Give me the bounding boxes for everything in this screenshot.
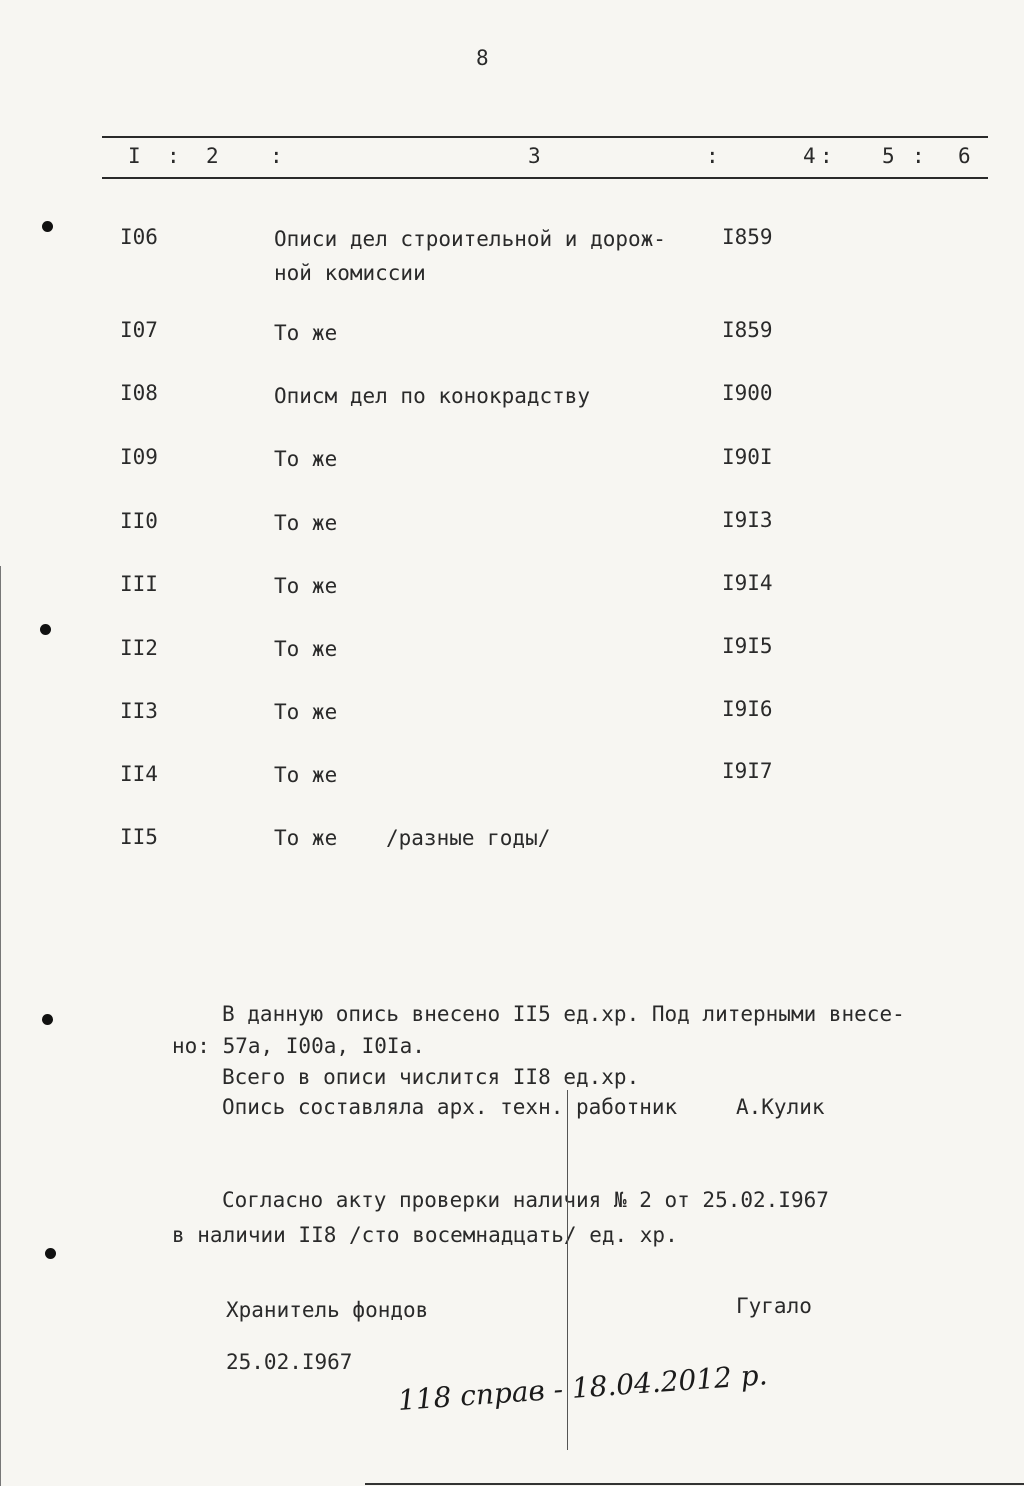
- header-col-1: I: [128, 144, 141, 168]
- row-number: II4: [120, 762, 158, 786]
- punch-hole-icon: [42, 1014, 53, 1025]
- row-title: То же: [274, 826, 338, 850]
- keeper-title: Хранитель фондов: [226, 1298, 429, 1322]
- summary-line: но: 57а, I00а, I0Iа.: [172, 1034, 425, 1058]
- punch-hole-icon: [40, 624, 51, 635]
- header-sep: :: [820, 144, 833, 168]
- row-number: II5: [120, 825, 158, 849]
- row-number: I07: [120, 318, 158, 342]
- row-year: I900: [722, 381, 773, 405]
- row-year: I90I: [722, 445, 773, 469]
- summary-line: Опись составляла арх. техн. работник: [222, 1095, 678, 1119]
- row-year: I9I4: [722, 571, 773, 595]
- row-year: I859: [722, 225, 773, 249]
- page-number: 8: [476, 46, 489, 70]
- row-number: II2: [120, 636, 158, 660]
- row-year: I9I7: [722, 759, 773, 783]
- compiler-name: А.Кулик: [736, 1095, 825, 1119]
- handwritten-note: 118 справ - 18.04.2012 р.: [396, 1358, 769, 1417]
- keeper-name: Гугало: [736, 1294, 812, 1318]
- row-number: III: [120, 572, 158, 596]
- row-number: I06: [120, 225, 158, 249]
- row-title: То же: [274, 700, 338, 724]
- summary-line: Всего в описи числится II8 ед.хр.: [222, 1065, 640, 1089]
- page-edge-left: [0, 566, 1, 1486]
- header-top-rule: [102, 136, 988, 138]
- header-bottom-rule: [102, 177, 988, 179]
- header-col-3: 3: [528, 144, 541, 168]
- act-line: в наличии II8 /сто восемнадцать/ ед. хр.: [172, 1223, 678, 1247]
- row-number: I08: [120, 381, 158, 405]
- header-sep: :: [167, 144, 180, 168]
- header-col-2: 2: [206, 144, 219, 168]
- row-number: II0: [120, 509, 158, 533]
- row-title: То же: [274, 321, 338, 345]
- header-sep: :: [912, 144, 925, 168]
- row-title-note: /разные годы/: [386, 826, 551, 850]
- row-title: То же: [274, 574, 338, 598]
- summary-line: В данную опись внесено II5 ед.хр. Под литерными внесе-: [222, 1002, 905, 1026]
- header-col-4: 4: [803, 144, 816, 168]
- row-number: II3: [120, 699, 158, 723]
- scan-fold-line: [567, 1090, 568, 1450]
- header-sep: :: [270, 144, 283, 168]
- row-year: I9I5: [722, 634, 773, 658]
- row-year: I9I3: [722, 508, 773, 532]
- keeper-date: 25.02.I967: [226, 1350, 353, 1374]
- row-number: I09: [120, 445, 158, 469]
- row-year: I859: [722, 318, 773, 342]
- row-title: То же: [274, 447, 338, 471]
- row-title: Описм дел по конокрадству: [274, 384, 591, 408]
- row-title: То же: [274, 763, 338, 787]
- header-sep: :: [706, 144, 719, 168]
- row-title: То же: [274, 637, 338, 661]
- header-col-6: 6: [958, 144, 971, 168]
- row-title: То же: [274, 511, 338, 535]
- punch-hole-icon: [42, 221, 53, 232]
- row-title: Описи дел строительной и дорож-: [274, 227, 666, 251]
- punch-hole-icon: [45, 1248, 56, 1259]
- act-line: Согласно акту проверки наличия № 2 от 25.02.I967: [222, 1188, 829, 1212]
- row-title-continued: ной комиссии: [274, 261, 426, 285]
- page-edge-bottom: [365, 1483, 1024, 1485]
- header-col-5: 5: [882, 144, 895, 168]
- row-year: I9I6: [722, 697, 773, 721]
